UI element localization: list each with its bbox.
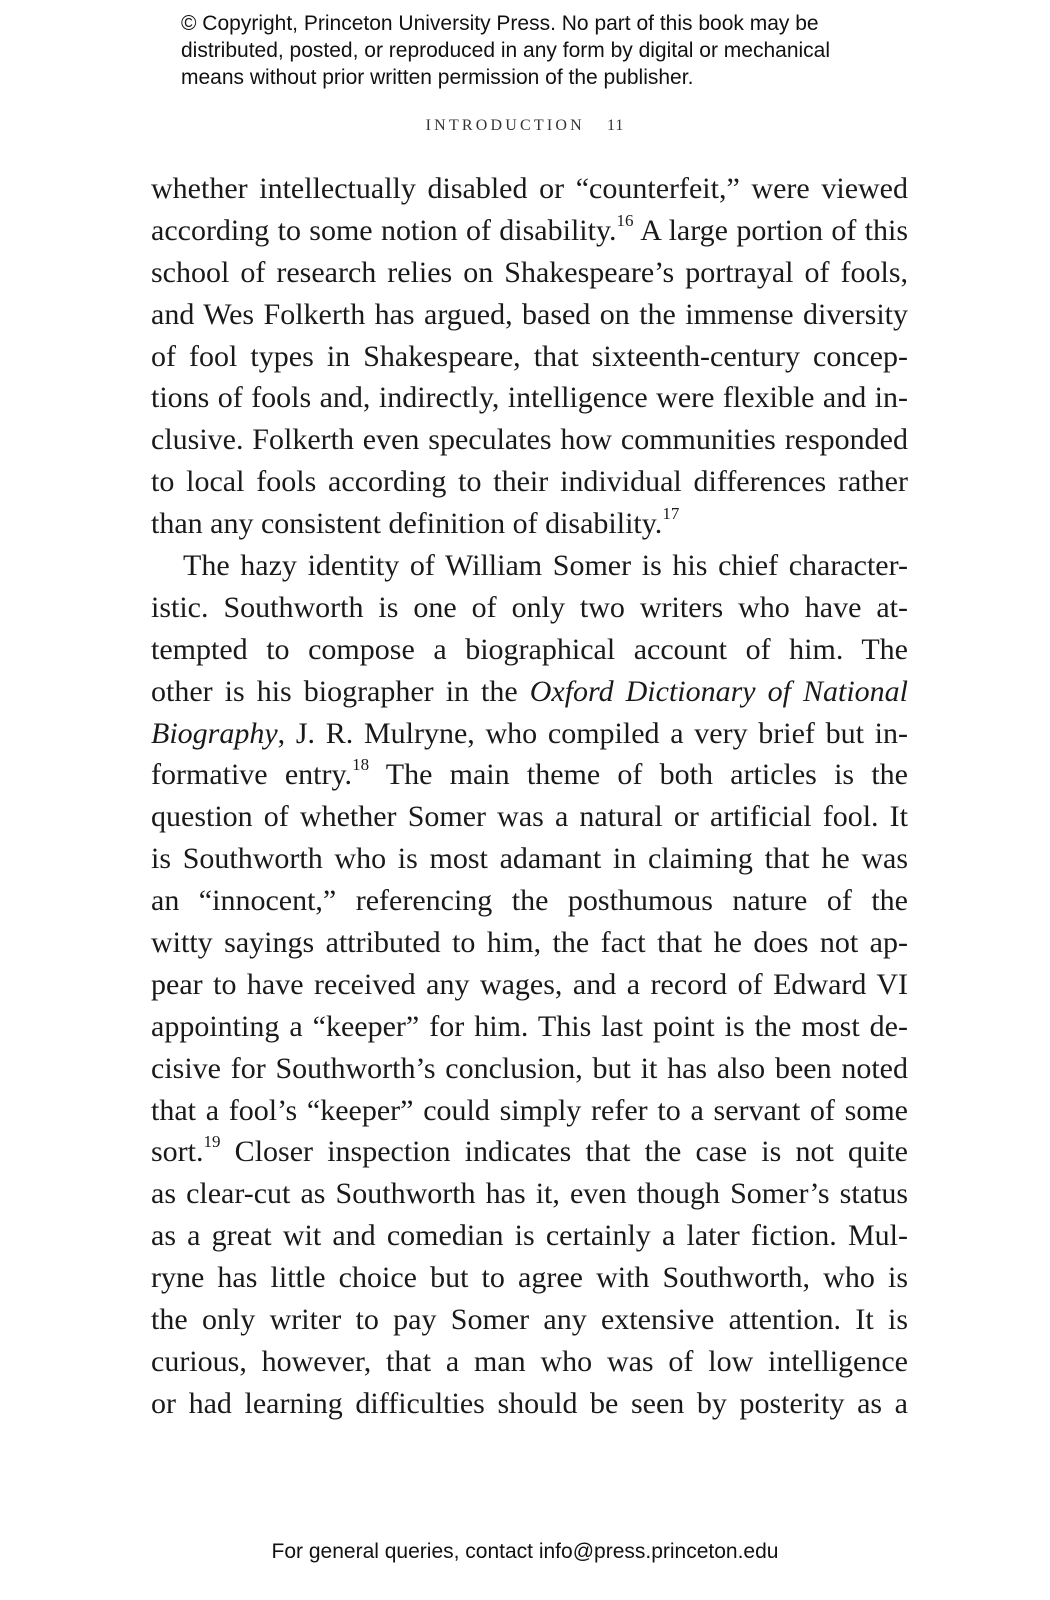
- paragraph: [151, 168, 908, 545]
- text-line: question of whether Somer was a natural or artificial fool. It: [151, 800, 908, 834]
- text-line: the only writer to pay Somer any extensive attention. It is: [151, 1303, 908, 1337]
- text-line: as a great wit and comedian is certainly a later fiction. Mul-: [151, 1219, 908, 1253]
- text-run: A large portion of this: [633, 213, 909, 247]
- text-line: whether intellectually disabled or “counterfeit,” were viewed: [151, 172, 908, 205]
- text-line: and Wes Folkerth has argued, based on the immense diversity: [151, 297, 908, 331]
- text-line: tions of fools and, indirectly, intelligence were flexible and in-: [151, 381, 908, 415]
- section-title: INTRODUCTION: [425, 117, 585, 134]
- text-line: clusive. Folkerth even speculates how communities responded: [151, 423, 908, 457]
- body-text: [151, 168, 908, 1425]
- text-run: The main theme of both articles is the: [369, 758, 908, 792]
- text-line: pear to have received any wages, and a record of Edward VI: [151, 967, 908, 1001]
- text-run: , J. R. Mulryne, who compiled a very brief but in-: [277, 716, 908, 750]
- text-line: [151, 713, 908, 755]
- footer-contact: For general queries, contact info@press.princeton.edu: [271, 1540, 779, 1563]
- copyright-line: © Copyright, Princeton University Press. No part of this book may be: [181, 12, 819, 35]
- text-run: sort.: [151, 1135, 204, 1169]
- text-line: cisive for Southworth’s conclusion, but it has also been noted: [151, 1051, 908, 1085]
- text-run: than any consistent definition of disability.: [151, 507, 663, 541]
- text-line: tempted to compose a biographical account of him. The: [151, 632, 908, 666]
- text-line: appointing a “keeper” for him. This last point is the most de-: [151, 1009, 908, 1043]
- text-line: an “innocent,” referencing the posthumous nature of the: [151, 884, 908, 918]
- footnote-ref-19[interactable]: 19: [203, 1132, 221, 1152]
- text-line: [151, 503, 908, 545]
- page-number: 11: [606, 117, 625, 134]
- text-line: curious, however, that a man who was of low intelligence: [151, 1344, 908, 1378]
- text-line: to local fools according to their individual differences rather: [151, 465, 908, 499]
- text-line: [151, 210, 908, 252]
- copyright-line: distributed, posted, or reproduced in any form by digital or mechanical: [181, 39, 831, 62]
- text-line: [151, 754, 908, 796]
- text-line: [151, 1131, 908, 1173]
- running-head: [0, 117, 1050, 135]
- footnote-ref-17[interactable]: 17: [662, 504, 680, 524]
- text-run: formative entry.: [151, 758, 353, 792]
- text-run: according to some notion of disability.: [151, 213, 617, 247]
- text-line: witty sayings attributed to him, the fact that he does not ap-: [151, 926, 908, 960]
- footnote-ref-18[interactable]: 18: [352, 755, 370, 775]
- text-run: Closer inspection indicates that the case is not quite: [220, 1135, 908, 1169]
- text-line: ryne has little choice but to agree with Southworth, who is: [151, 1261, 908, 1295]
- text-line: of fool types in Shakespeare, that sixteenth-century concep-: [151, 339, 908, 373]
- text-line: istic. Southworth is one of only two writers who have at-: [151, 590, 908, 624]
- text-line: The hazy identity of William Somer is his chief character-: [183, 549, 908, 583]
- copyright-notice: [181, 10, 901, 91]
- text-line: school of research relies on Shakespeare’s portrayal of fools,: [151, 255, 908, 289]
- italic-title: Oxford Dictionary of National: [529, 674, 909, 708]
- text-line: is Southworth who is most adamant in claiming that he was: [151, 842, 908, 876]
- copyright-line: means without prior written permission of the publisher.: [181, 66, 694, 89]
- text-line: [151, 671, 908, 713]
- text-line: or had learning difficulties should be seen by posterity as a: [151, 1386, 908, 1420]
- text-line: that a fool’s “keeper” could simply refer to a servant of some: [151, 1093, 908, 1127]
- text-run: other is his biographer in the: [151, 674, 530, 708]
- italic-title: Biography: [151, 716, 278, 750]
- paragraph: [151, 545, 908, 1425]
- text-line: as clear-cut as Southworth has it, even though Somer’s status: [151, 1177, 908, 1211]
- footnote-ref-16[interactable]: 16: [616, 210, 634, 230]
